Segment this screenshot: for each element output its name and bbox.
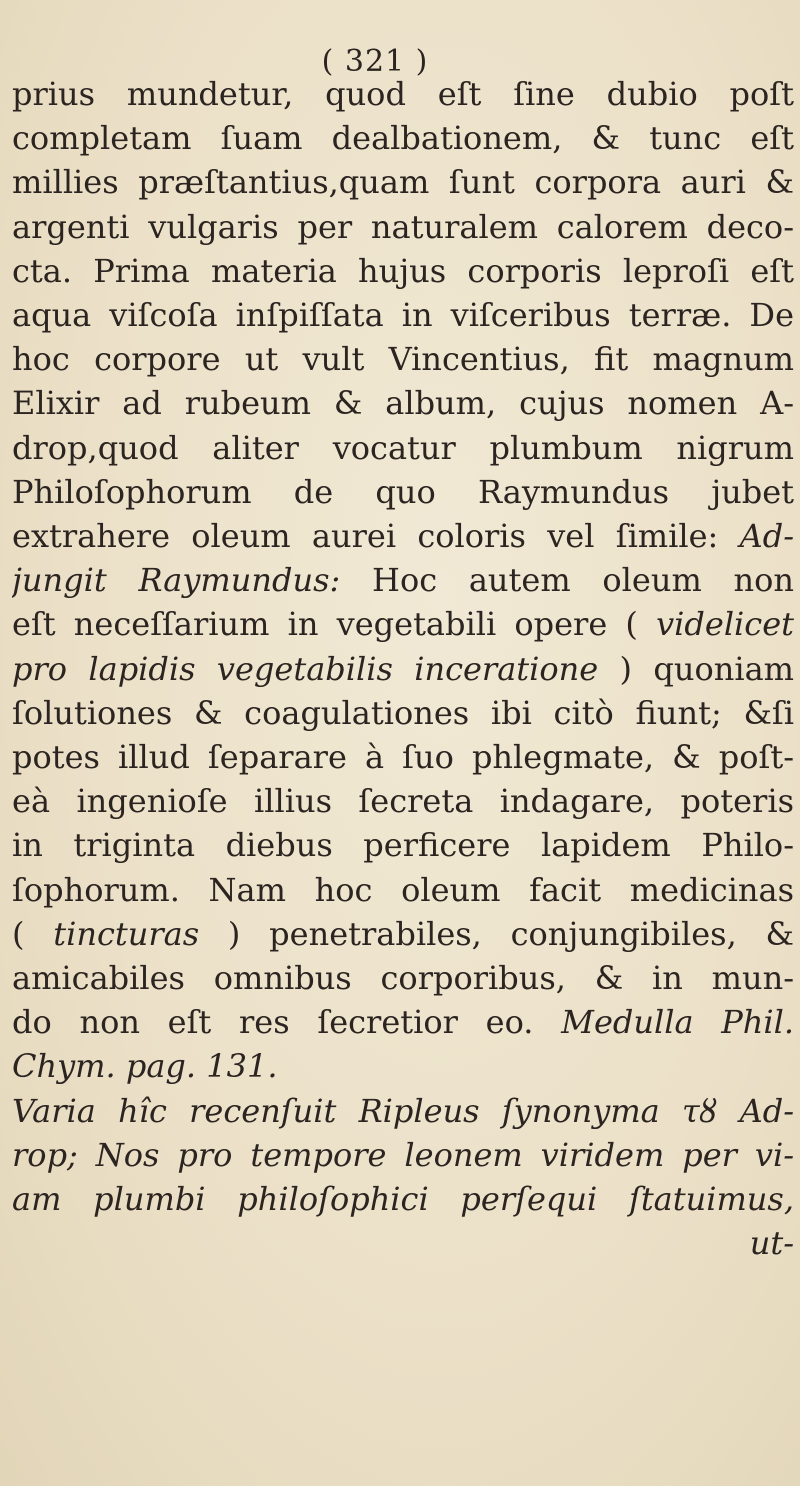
roman-text: Elixir ad rubeum & album, cujus nomen A-: [12, 384, 794, 423]
roman-text: extrahere oleum aurei coloris vel ſimile:: [12, 517, 740, 556]
text-line: [12, 735, 794, 779]
text-line: [12, 470, 794, 514]
italic-text: Medulla Phil.: [561, 1003, 794, 1042]
roman-text: cta. Prima materia hujus corporis leproſi eſt: [12, 251, 794, 290]
text-line: [12, 249, 794, 293]
text-line: [12, 1089, 794, 1133]
roman-text: argenti vulgaris per naturalem calorem deco-: [12, 207, 794, 246]
roman-text: ) penetrabiles, conjungibiles, &: [199, 914, 794, 953]
text-line: [12, 1177, 794, 1221]
text-line: [12, 558, 794, 602]
text-line: [12, 514, 794, 558]
roman-text: eà ingenioſe illius ſecreta indagare, poteris: [12, 782, 794, 821]
text-line: [12, 779, 794, 823]
roman-text: Hoc autem oleum non: [372, 561, 794, 600]
italic-text: tincturas: [53, 914, 200, 953]
roman-text: completam ſuam dealbationem, & tunc eſt: [12, 119, 794, 158]
text-line: [12, 381, 794, 425]
italic-text: rop; Nos pro tempore leonem viridem per vi-: [12, 1135, 794, 1174]
text-line: [12, 293, 794, 337]
text-line: [12, 1221, 794, 1265]
text-line: [12, 602, 794, 646]
text-line: [12, 956, 794, 1000]
roman-text: amicabiles omnibus corporibus, & in mun-: [12, 959, 794, 998]
text-line: [12, 205, 794, 249]
roman-text: Philoſophorum de quo Raymundus jubet: [12, 472, 794, 511]
page-number: ( 321 ): [321, 44, 429, 79]
text-line: [12, 116, 794, 160]
roman-text: ſophorum. Nam hoc oleum facit medicinas: [12, 870, 794, 909]
italic-text: Varia hîc recenſuit Ripleus ſynonyma τȣ Ad-: [12, 1091, 794, 1130]
roman-text: potes illud ſeparare à ſuo phlegmate, & poſt-: [12, 738, 794, 777]
body-text: [12, 72, 794, 1265]
text-line: [12, 868, 794, 912]
text-line: [12, 337, 794, 381]
roman-text: aqua viſcoſa inſpiſſata in viſceribus terræ. De: [12, 296, 794, 335]
text-line: [12, 823, 794, 867]
italic-text: Ad-: [739, 517, 794, 556]
italic-text: am plumbi philoſophici perſequi ſtatuimus,: [12, 1180, 794, 1219]
text-line: [12, 647, 794, 691]
italic-text: ut-: [749, 1224, 794, 1263]
roman-text: ) quoniam: [598, 649, 794, 688]
text-line: [12, 912, 794, 956]
text-line: [12, 1044, 794, 1088]
italic-text: jungit Raymundus:: [12, 561, 373, 600]
text-line: [12, 160, 794, 204]
roman-text: eſt neceſſarium in vegetabili opere (: [12, 605, 657, 644]
roman-text: in triginta diebus perficere lapidem Philo-: [12, 826, 794, 865]
roman-text: (: [12, 914, 54, 953]
italic-text: Chym. pag. 131.: [12, 1047, 278, 1086]
roman-text: millies præſtantius,quam ſunt corpora auri &: [12, 163, 794, 202]
text-line: [12, 691, 794, 735]
roman-text: do non eſt res ſecretior eo.: [12, 1003, 562, 1042]
text-line: [12, 1000, 794, 1044]
text-line: [12, 1133, 794, 1177]
text-line: [12, 426, 794, 470]
text-line: [12, 72, 794, 116]
roman-text: prius mundetur, quod eſt ſine dubio poſt: [12, 75, 794, 113]
roman-text: ſolutiones & coagulationes ibi citò fiunt; &ſi: [12, 693, 794, 732]
roman-text: drop,quod aliter vocatur plumbum nigrum: [12, 428, 794, 467]
italic-text: videlicet: [656, 605, 794, 644]
roman-text: hoc corpore ut vult Vincentius, fit magnum: [12, 340, 794, 379]
italic-text: pro lapidis vegetabilis inceratione: [12, 649, 599, 688]
